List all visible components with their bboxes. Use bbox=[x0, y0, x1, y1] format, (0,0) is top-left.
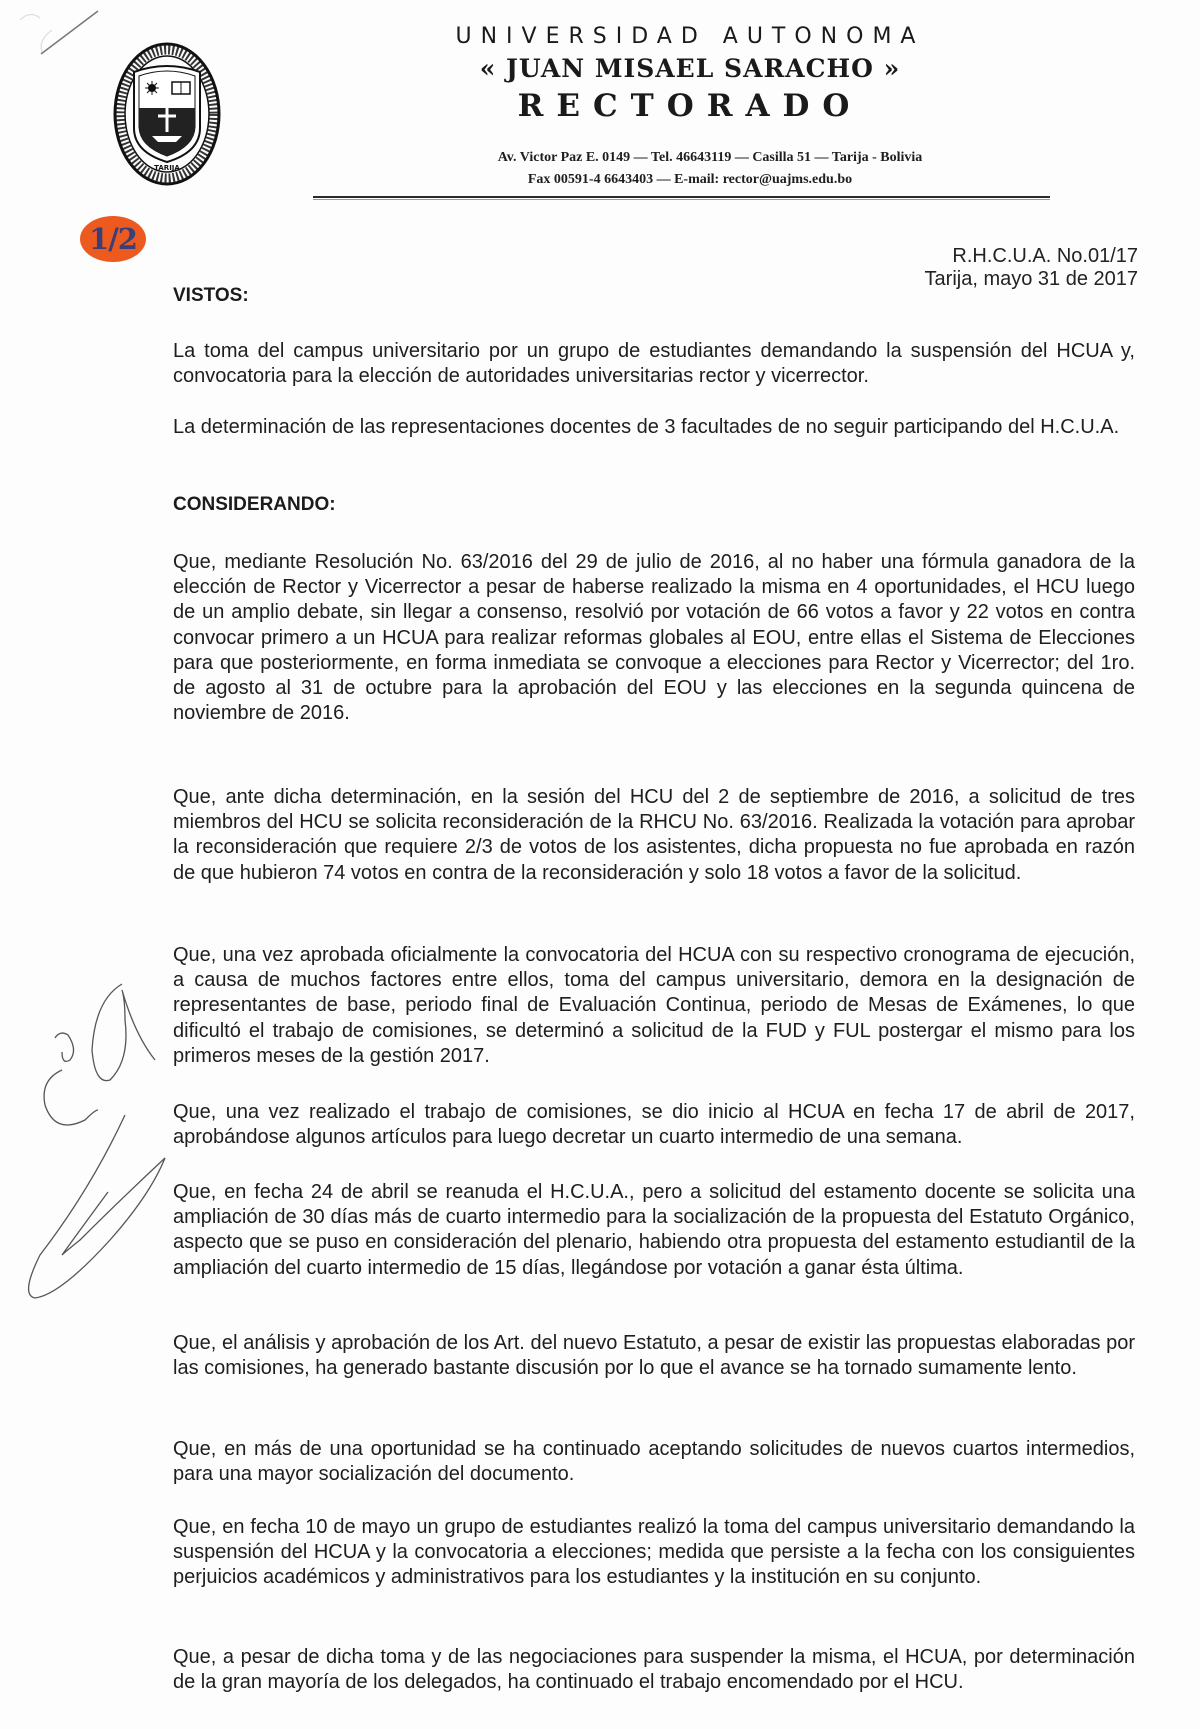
resolution-number: R.H.C.U.A. No.01/17 bbox=[952, 245, 1138, 267]
considerando-paragraph: Que, en fecha 24 de abril se reanuda el H.C.U.A., pero a solicitud del estamento docente se solicita una ampliación de 30 días más de cuarto intermedio para la socialización de la propuesta del Estatuto Orgánico, aspecto que se puso en consideración del plenario, habiendo otra propuesta del estamento estudiantil de la ampliación del cuarto intermedio de 15 días, llegándose por votación a ganar ésta última. bbox=[173, 1181, 1135, 1279]
university-name: « JUAN MISAEL SARACHO » bbox=[479, 54, 901, 83]
header-divider bbox=[313, 196, 1050, 198]
university-title: UNIVERSIDAD AUTONOMA bbox=[455, 24, 925, 49]
considerando-paragraph: Que, una vez aprobada oficialmente la convocatoria del HCUA con su respectivo cronograma de ejecución, a causa de muchos factores entre ellos, toma del campus universitario, demora en la designación de representantes de base, periodo final de Evaluación Continua, periodo de Mesas de Exámenes, lo que dificultó el trabajo de comisiones, se determinó a solicitud de la FUD y FUL postergar el mismo para los primeros meses de la gestión 2017. bbox=[173, 944, 1135, 1067]
page-number: 1/2 bbox=[89, 222, 137, 256]
office-title: RECTORADO bbox=[517, 88, 863, 124]
considerando-paragraph: Que, ante dicha determinación, en la sesión del HCU del 2 de septiembre de 2016, a solicitud de tres miembros del HCU se solicita reconsideración de la RHCU No. 63/2016. Realizada la votación para aprobar la reconsideración que requiere 2/3 de votos de los asistentes, dicha propuesta no fue aprobada en razón de que hubieron 74 votos en contra de la reconsideración y solo 18 votos a favor de la solicitud. bbox=[173, 786, 1135, 884]
considerando-paragraph: Que, en fecha 10 de mayo un grupo de estudiantes realizó la toma del campus universitario demandando la suspensión del HCUA y la convocatoria a elecciones; medida que persiste a la fecha con los consiguientes perjuicios académicos y administrativos para los estudiantes y la institución en su conjunto. bbox=[173, 1516, 1135, 1589]
header-divider-shadow bbox=[313, 199, 1050, 200]
considerando-paragraph: Que, en más de una oportunidad se ha continuado aceptando solicitudes de nuevos cuartos intermedios, para una mayor socialización del documento. bbox=[173, 1438, 1135, 1486]
address-line: Av. Victor Paz E. 0149 — Tel. 46643119 — Casilla 51 — Tarija - Bolivia bbox=[497, 150, 923, 165]
considerando-paragraph: Que, a pesar de dicha toma y de las negociaciones para suspender la misma, el HCUA, por determinación de la gran mayoría de los delegados, ha continuado el trabajo encomendado por el HCU. bbox=[173, 1646, 1135, 1694]
svg-text:TARIJA: TARIJA bbox=[154, 164, 180, 172]
considerando-heading: CONSIDERANDO: bbox=[173, 494, 336, 515]
vistos-heading: VISTOS: bbox=[173, 285, 249, 306]
considerando-paragraph: Que, una vez realizado el trabajo de comisiones, se dio inicio al HCUA en fecha 17 de abril de 2017, aprobándose algunos artículos para luego decretar un cuarto intermedio de una semana. bbox=[173, 1101, 1135, 1149]
considerando-paragraph: Que, el análisis y aprobación de los Art. del nuevo Estatuto, a pesar de existir las propuestas elaboradas por las comisiones, ha generado bastante discusión por lo que el avance se ha tornado sumamente lento. bbox=[173, 1332, 1135, 1380]
handwritten-signature-icon bbox=[0, 960, 180, 1320]
place-date: Tarija, mayo 31 de 2017 bbox=[924, 268, 1138, 290]
considerando-paragraph: Que, mediante Resolución No. 63/2016 del 29 de julio de 2016, al no haber una fórmula ganadora de la elección de Rector y Vicerrector a pesar de haberse realizado la misma en 4 oportunidades, el HCU luego de un amplio debate, sin llegar a consenso, resolvió por votación de 66 votos a favor y 22 votos en contra convocar primero a un HCUA para realizar reformas globales al EOU, entre ellas el Sistema de Elecciones para que posteriormente, en forma inmediata se convoque a elecciones para Rector y Vicerrector; del 1ro. de agosto al 31 de octubre para la aprobación del EOU y las elecciones en la segunda quincena de noviembre de 2016. bbox=[173, 551, 1135, 725]
vistos-paragraph: La toma del campus universitario por un grupo de estudiantes demandando la suspensión del HCUA y, convocatoria para la elección de autoridades universitarias rector y vicerrector. bbox=[173, 340, 1135, 388]
university-seal-icon bbox=[112, 40, 222, 188]
page-badge bbox=[80, 216, 146, 262]
contact-line: Fax 00591-4 6643403 — E-mail: rector@uajms.edu.bo bbox=[527, 172, 853, 187]
vistos-paragraph: La determinación de las representaciones docentes de 3 facultades de no seguir participando del H.C.U.A. bbox=[173, 416, 1120, 438]
